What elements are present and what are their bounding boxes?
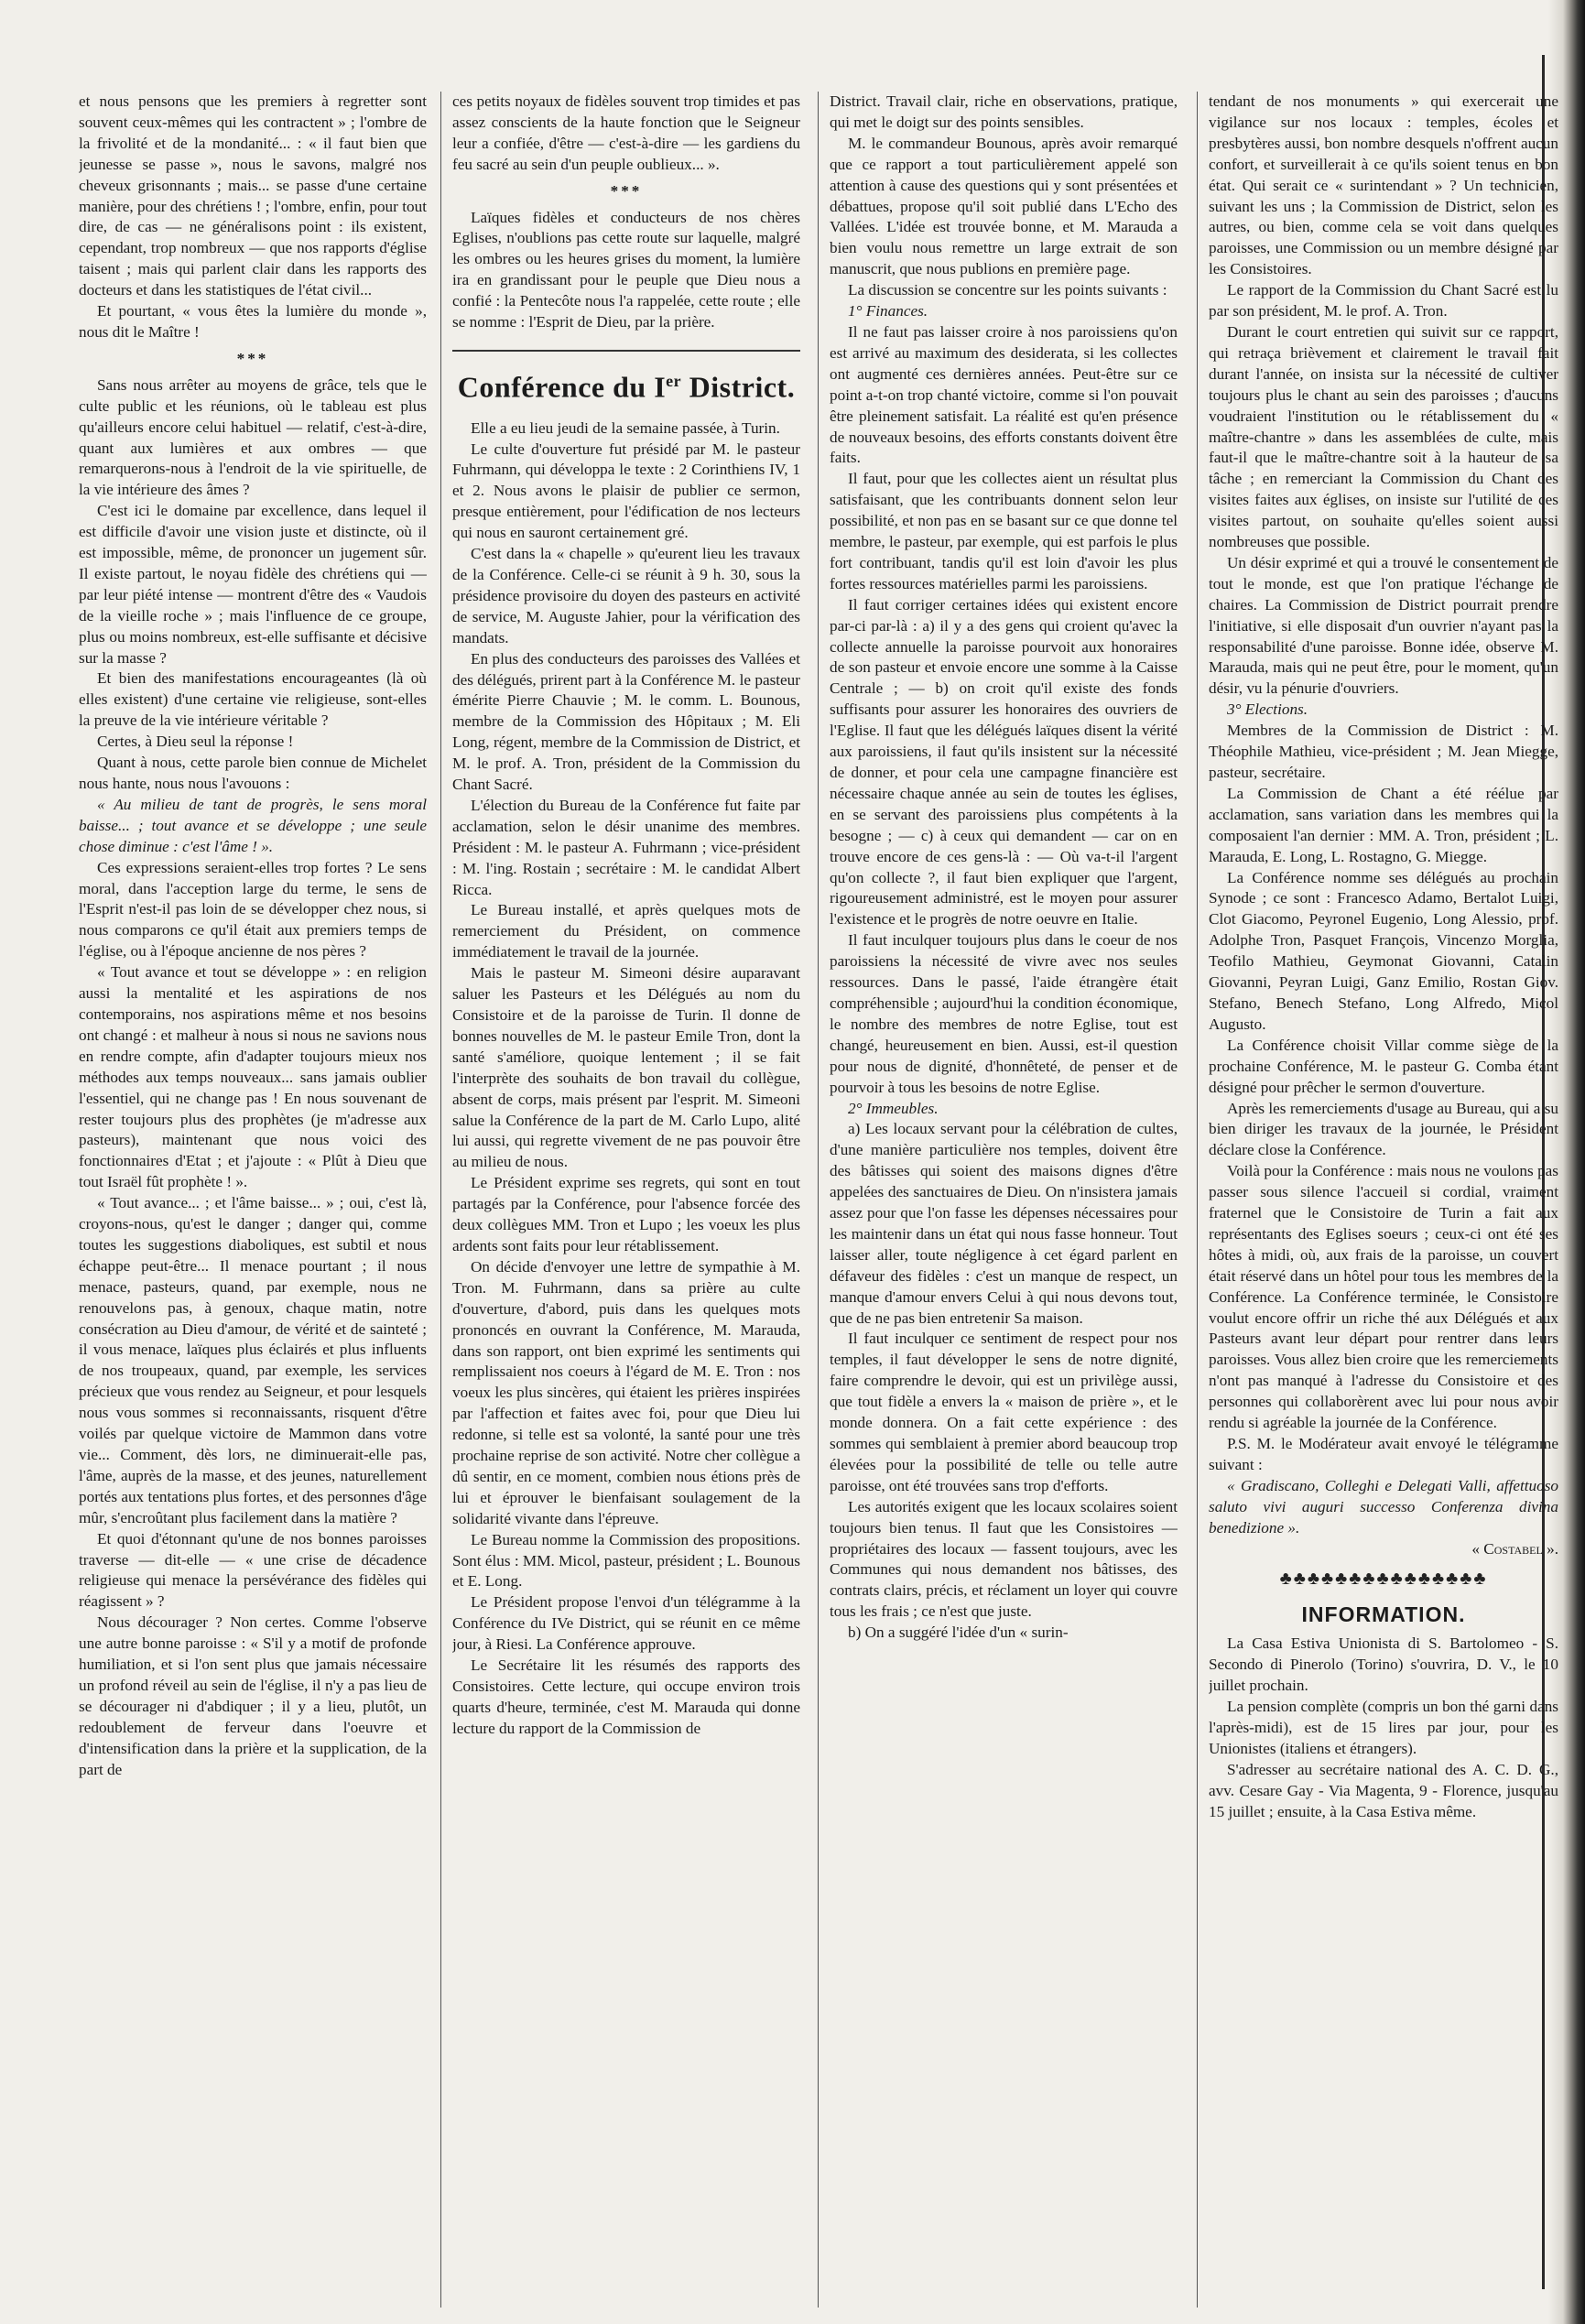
paragraph: Il faut inculquer toujours plus dans le coeur de nos paroissiens la nécessité de vivre avec nos seules ressources. Dans le passé, l'aide étrangère était compréhensible ; aujourd'hui la condition économique, le nombre des membres de notre Eglise, tout est changé, heureusement en bien. Aussi, est-il question pour nous de dignité, d'honnêteté, de penser et de pourvoir à tous les besoins de notre Eglise. <box>830 931 1178 1096</box>
column-rule-3 <box>1197 92 1198 2308</box>
paragraph: Il faut inculquer ce sentiment de respect pour nos temples, il faut développer le sens de notre dignité, faire comprendre le devoir, qui est un privilège aussi, que tout fidèle a envers la « maison de prière », et le monde donnera. On a fait cette expérience : des sommes qui semblaient à premier abord beaucoup trop élevées pour la possibilité de telle ou telle autre paroisse, ont été trouvées sans trop d'efforts. <box>830 1330 1178 1494</box>
paragraph: b) On a suggéré l'idée d'un « surin- <box>848 1624 1069 1642</box>
paragraph: La Conférence choisit Villar comme siège de la prochaine Conférence, M. le pasteur G. Comba étant désigné pour prêcher le sermon d'ouverture. <box>1209 1036 1558 1096</box>
subheading: 1° Finances. <box>848 302 928 320</box>
paragraph: La discussion se concentre sur les points suivants : <box>848 281 1167 299</box>
paragraph: Le Président exprime ses regrets, qui sont en tout partagés par la Conférence, pour l'absence forcée des deux collègues MM. Tron et Lupo ; les voeux les plus ardents sont faits pour leur rétablissement. <box>452 1174 800 1254</box>
paragraph: Voilà pour la Conférence : mais nous ne voulons pas passer sous silence l'accueil si cordial, vraiment fraternel que le Consistoire de Turin a fait aux représentants des Eglises soeurs ; ceux-ci ont été ses hôtes à midi, où, aux frais de la paroisse, un couvert était réservé dans un hôtel pour tous les membres de la Conférence. La Conférence terminée, le Consistoire voulut encore offrir un riche thé aux Délégués et aux Pasteurs avant leur départ pour rentrer dans leurs paroisses. Vous allez bien croire que les remerciements n'ont pas manqué à l'adresse du Consistoire et des personnes qui collaborèrent avec lui pour nous avoir rendu si agréable la journée de la Conférence. <box>1209 1162 1558 1432</box>
paragraph: tendant de nos monuments » qui exercerait une vigilance sur nos locaux : temples, écoles et presbytères aussi, bon nombre desquels n'offrent aucun confort, et surveillerait à ce qu'ils soient tenus en bon état. Qui serait ce « surintendant » ? Un technicien, suivant les uns ; la Commission de District, selon les autres, ou bien, comme cela se voit dans quelques paroisses, une Commission ou un membre désigné par les Consistoires. <box>1209 92 1558 278</box>
paragraph: « Tout avance... ; et l'âme baisse... » ; oui, c'est là, croyons-nous, qu'est le danger ; danger qui, comme toutes les suggestions diaboliques, est subtil et nous échappe peut-être... Il menace pourtant ; il nous menace, pasteurs, quand, par exemple, nous ne renouvelons pas, à genoux, chaque matin, notre consécration au Dieu d'amour, de vérité et de sainteté ; il vous menace, laïques plus éclairés et plus influents de nos troupeaux, quand, par exemple, les services précieux que vous rendez au Seigneur, et pour lesquels nous vous sommes si reconnaissants, risquent d'être voilés par quelque victoire de Mammon dans votre vie... Comment, dès lors, ne diminuerait-elle pas, l'âme, auprès de la masse, et des jeunes, naturellement portés aux tentations plus fortes, et des personnes d'âge mûr, s'encroûtant plus facilement dans la matière ? <box>79 1194 427 1526</box>
paragraph: Elle a eu lieu jeudi de la semaine passée, à Turin. <box>471 418 780 437</box>
paragraph: ces petits noyaux de fidèles souvent trop timides et pas assez conscients de la haute fonction que le Seigneur leur a confiée, d'être — c'est-à-dire — les gardiens du feu sacré au sein d'un peuple oublieux... ». <box>452 92 800 173</box>
paragraph: L'élection du Bureau de la Conférence fut faite par acclamation, selon le désir unanime des membres. Président : M. le pasteur A. Fuhrmann ; vice-président : M. l'ing. Rostain ; secrétaire : M. le candidat Albert Ricca. <box>452 796 800 898</box>
signature: « Costabel ». <box>1471 1539 1558 1558</box>
ornament-divider: ♣♣♣♣♣♣♣♣♣♣♣♣♣♣♣ <box>1279 1569 1488 1590</box>
article-title <box>452 350 800 406</box>
column-3 <box>830 92 1178 2317</box>
article-title-text: Conférence du I <box>457 370 667 404</box>
paragraph: Le culte d'ouverture fut présidé par M. le pasteur Fuhrmann, qui développa le texte : 2 Corinthiens IV, 1 et 2. Nous avons le plaisir de publier ce sermon, presque entièrement, pour l'édification de nos lecteurs qui nous en sauront certainement gré. <box>452 440 800 542</box>
column-1 <box>79 92 427 2317</box>
paragraph: Il faut, pour que les collectes aient un résultat plus satisfaisant, que les contribuants donnent selon leur possibilité, et non pas en se basant sur ce que donne tel membre, le pasteur, par exemple, qui est parfois le plus fort contribuant, tandis qu'il est loin d'avoir les plus fortes ressources matérielles parmi les paroissiens. <box>830 470 1178 592</box>
paragraph: et nous pensons que les premiers à regretter sont souvent ceux-mêmes qui les contractent » ; l'ombre de la frivolité et de la mondanité... : « il faut bien que jeunesse se passe », nous le savons, malgré nos cheveux grisonnants ; mais... se passe d'une certaine manière, pour des chrétiens ! ; l'ombre, enfin, pour tout dire, de cas — ne généralisons point : ils existent, cependant, trop nombreux — que nos rapports d'église taisent ; mais qui parlent clair dans les rapports des docteurs et dans les statistiques de l'état civil... <box>79 92 427 299</box>
article-title-end: District. <box>681 370 796 404</box>
column-4 <box>1209 92 1558 2317</box>
paragraph: Après les remerciements d'usage au Bureau, qui a su bien diriger les travaux de la journée, le Président déclare close la Conférence. <box>1209 1099 1558 1159</box>
paragraph: « Tout avance et tout se développe » : en religion aussi la mentalité et les aspirations de nos contemporains, nos aspirations même et nos besoins ont changé : et malheur à nous si nous ne savions nous en rendre compte, afin d'adapter toujours mieux nos méthodes aux temps nouveaux... sans jamais oublier l'essentiel, qui ne change pas ! En nous souvenant de rester toujours plus des prophètes (je m'adresse aux pasteurs), maintenant que nous voici des fonctionnaires d'Etat ; et j'ajoute : « Plût à Dieu que tout Israël fût prophète ! ». <box>79 963 427 1191</box>
paragraph: Nous décourager ? Non certes. Comme l'observe une autre bonne paroisse : « S'il y a motif de profonde humiliation, et si l'on sent plus que jamais nécessaire un profond réveil au sein de l'église, il n'y a pas lieu de se décourager ni d'abdiquer ; il y a lieu, plutôt, un redoublement de ferveur dans l'oeuvre et d'intensification dans la prière et la supplication, de la part de <box>79 1613 427 1778</box>
paragraph: District. Travail clair, riche en observations, pratique, qui met le doigt sur des points sensibles. <box>830 92 1178 131</box>
paragraph: Un désir exprimé et qui a trouvé le consentement de tout le monde, est que l'on pratique l'échange de chaires. La Commission de District pourrait prendre l'initiative, si elle disposait d'un ouvrier n'ayant pas la responsabilité d'une paroisse. Bonne idée, observe M. Marauda, mais qui ne peut être, pour le moment, qu'un désir, vu la pénurie d'ouvriers. <box>1209 553 1558 698</box>
paragraph: La pension complète (compris un bon thé garni dans l'après-midi), est de 15 lires par jour, pour les Unionistes (italiens et étrangers). <box>1209 1698 1558 1757</box>
paragraph: Quant à nous, cette parole bien connue de Michelet nous hante, nous nous l'avouons : <box>79 754 427 792</box>
paragraph: a) Les locaux servant pour la célébration de cultes, d'une manière particulière nos temples, doivent être des bâtisses qui soient des maisons dignes d'être appelées des sanctuaires de Dieu. On n'insistera jamais assez pour que l'on fasse les dépenses nécessaires pour les maintenir dans un état qui nous fasse honneur. Tout laisser aller, toute négligence à cet égard parlent en défaveur des fidèles : c'est un manque de respect, un manque d'amour envers Celui à qui nous devons tout, que de ne pas bien entretenir Sa maison. <box>830 1120 1178 1327</box>
paragraph: La Casa Estiva Unionista di S. Bartolomeo - S. Secondo di Pinerolo (Torino) s'ouvrira, D. V., le 10 juillet prochain. <box>1209 1634 1558 1695</box>
section-separator: *** <box>610 181 643 200</box>
paragraph: Et bien des manifestations encourageantes (là où elles existent) d'une certaine vie religieuse, sont-elles la preuve de la vie intérieure véritable ? <box>79 669 427 730</box>
paragraph: En plus des conducteurs des paroisses des Vallées et des délégués, prirent part à la Conférence M. le pasteur émérite Pierre Chauvie ; M. le comm. L. Bounous, membre de la Commission des Hôpitaux ; M. Eli Long, régent, membre de la Commission de District, et M. le prof. A. Tron, président de la Commission du Chant Sacré. <box>452 649 800 794</box>
paragraph: Il faut corriger certaines idées qui existent encore par-ci par-là : a) il y a des gens qui croient qu'avec la collecte annuelle la paroisse pourvoit aux honoraires de son pasteur et envoie encore une somme à la Caisse Centrale ; — b) on croit qu'il existe des fonds suffisants pour assurer les honoraires des ouvriers de l'Eglise. Il faut que les délégués laïques disent la vérité aux paroissiens, il faut qu'ils insistent sur la nécessité de donner, et pour cela une campagne financière est nécessaire chaque année au sein de toutes les églises, en se servant des paroissiens plus compétents à la besogne ; — c) à ceux qui demandent — car on en trouve encore de ces gens-là : — Où va-t-il l'argent qu'on collecte ?, il faut bien expliquer que l'argent, rigoureusement administré, est le moyen pour assurer l'existence et le progrès de notre oeuvre en Italie. <box>830 595 1178 929</box>
paragraph: Certes, à Dieu seul la réponse ! <box>97 733 294 751</box>
column-rule-2 <box>818 92 819 2308</box>
paragraph: Le Bureau installé, et après quelques mots de remerciement du Président, on commence immédiatement le travail de la journée. <box>452 901 800 961</box>
paragraph: Et pourtant, « vous êtes la lumière du monde », nous dit le Maître ! <box>79 302 427 341</box>
subheading: 3° Elections. <box>1227 700 1308 719</box>
paragraph: C'est ici le domaine par excellence, dans lequel il est difficile d'avoir une vision juste et distincte, où il est impossible, même, de prononcer un jugement sûr. Il existe partout, le noyau fidèle des chrétiens qui — par leur piété intense — montrent d'être des « Vaudois de la vieille roche » ; mais l'influence de ce groupe, plus ou moins nombreux, est-elle suffisante et décisive sur la masse ? <box>79 502 427 667</box>
paragraph: Membres de la Commission de District : M. Théophile Mathieu, vice-président ; M. Jean Miegge, pasteur, secrétaire. <box>1209 722 1558 781</box>
information-heading: INFORMATION. <box>1301 1602 1466 1627</box>
paragraph: M. le commandeur Bounous, après avoir remarqué que ce rapport a tout particulièrement appelé son attention à cause des questions qui y sont présentées et débattues, propose qu'il soit publié dans L'Echo des Vallées. L'idée est trouvée bonne, et M. Marauda a bien voulu nous remettre un large extrait de son manuscrit, que nous publions en première page. <box>830 134 1178 278</box>
paragraph: Le rapport de la Commission du Chant Sacré est lu par son président, M. le prof. A. Tron. <box>1209 281 1558 320</box>
paragraph: Et quoi d'étonnant qu'une de nos bonnes paroisses traverse — dit-elle — « une crise de décadence religieuse qui menace la persévérance des fidèles qui réagissent » ? <box>79 1529 427 1611</box>
column-2 <box>452 92 800 2317</box>
paragraph: P.S. M. le Modérateur avait envoyé le télégramme suivant : <box>1209 1435 1558 1473</box>
paragraph: C'est dans la « chapelle » qu'eurent lieu les travaux de la Conférence. Celle-ci se réunit à 9 h. 30, sous la présidence provisoire du doyen des pasteurs en activité de service, M. Auguste Jahier, pour la vérification des mandats. <box>452 545 800 646</box>
paragraph: Mais le pasteur M. Simeoni désire auparavant saluer les Pasteurs et les Délégués au nom du Consistoire et de la paroisse de Turin. Il donne de bonnes nouvelles de M. le pasteur Emile Tron, dont la santé s'améliore, quoique lentement ; il se fait l'interprète des souhaits de bon travail du collègue, absent de corps, mais présent par l'esprit. M. Simeoni salue la Conférence de la part de M. Carlo Lupo, alité lui aussi, qui regrette vivement de ne pas pouvoir être au milieu de nous. <box>452 964 800 1171</box>
paragraph: Ces expressions seraient-elles trop fortes ? Le sens moral, dans l'acception large du terme, le sens de l'Esprit n'est-il pas loin de se développer chez nous, si nous comparons ce qu'il était aux premiers temps de l'église, ou à l'époque ancienne de nos pères ? <box>79 858 427 961</box>
column-rule-1 <box>440 92 441 2308</box>
subheading: 2° Immeubles. <box>848 1099 939 1117</box>
paragraph: Les autorités exigent que les locaux scolaires soient toujours bien tenus. Il faut que les Consistoires — propriétaires des locaux — fassent toujours, avec les Communes qui nous demandent nos bâtisses, des contrats clairs, précis, et réclament un loyer qui couvre tous les frais ; ce n'est que juste. <box>830 1497 1178 1621</box>
paragraph: Le Président propose l'envoi d'un télégramme à la Conférence du IVe District, qui se réunit en ce même jour, à Riesi. La Conférence approuve. <box>452 1593 800 1654</box>
paragraph: Le Bureau nomme la Commission des propositions. Sont élus : MM. Micol, pasteur, président ; L. Bounous et E. Long. <box>452 1530 800 1591</box>
paragraph: La Conférence nomme ses délégués au prochain Synode ; ce sont : Francesco Adamo, Bertalot Luigi, Clot Giacomo, Peyronel Eugenio, Long Alessio, prof. Adolphe Tron, Pasquet François, Vincenzo Morglia, Teofilo Mathieu, Geymonat Giovanni, Catalin Giovanni, Peyran Luigi, Ganz Emilio, Rostan Giov. Stefano, Benech Stefano, Long Alfredo, Micol Augusto. <box>1209 868 1558 1033</box>
paragraph: Le Secrétaire lit les résumés des rapports des Consistoires. Cette lecture, qui occupe environ trois quarts d'heure, terminée, c'est M. Marauda qui donne lecture du rapport de la Commission de <box>452 1656 800 1737</box>
quotation: « Au milieu de tant de progrès, le sens moral baisse... ; tout avance et se développe ; une seule chose diminue : c'est l'âme ! ». <box>79 795 427 855</box>
paragraph: Il ne faut pas laisser croire à nos paroissiens qu'on est arrivé au maximum des desiderata, si les collectes ont augmenté ces dernières années. Peut-être sur ce point a-t-on trop chanté victoire, comme si l'on pouvait être pleinement satisfait. La réalité est qu'en présence de nouveaux besoins, des efforts constants doivent être faits. <box>830 322 1178 467</box>
paragraph: S'adresser au secrétaire national des A. C. D. G., avv. Cesare Gay - Via Magenta, 9 - Florence, jusqu'au 15 juillet ; ensuite, à la Casa Estiva même. <box>1209 1760 1558 1820</box>
section-separator: *** <box>236 349 269 367</box>
paragraph: On décide d'envoyer une lettre de sympathie à M. Tron. M. Fuhrmann, dans sa prière au culte d'ouverture, d'abord, puis dans les quelques mots prononcés en ouvrant la Conférence, M. Marauda, dans son rapport, ont bien exprimé les sentiments qui remplissaient nos coeurs à l'égard de M. E. Tron : nos voeux les plus sincères, qui étaient les prières inspirées par l'affection et faites avec foi, pour que Dieu lui redonne, si telle est sa volonté, la santé pour une très prochaine reprise de son activité. Notre cher collègue a dû sentir, en ce moment, combien nous étions près de lui et éprouver le bienfaisant soulagement de la solidarité vivante dans l'épreuve. <box>452 1257 800 1527</box>
paragraph: La Commission de Chant a été réélue par acclamation, sans variation dans les membres qui la composaient l'an dernier : MM. A. Tron, président ; L. Marauda, E. Long, L. Rostagno, G. Miegge. <box>1209 784 1558 865</box>
paragraph: Sans nous arrêter au moyens de grâce, tels que le culte public et les réunions, où le tableau est plus qu'ailleurs encore celui habituel — relatif, c'est-à-dire, quant aux lumières et aux ombres — que remarquerons-nous à l'endroit de la vie spirituelle, de la vie intérieure des âmes ? <box>79 375 427 499</box>
article-title-sup: er <box>666 371 682 390</box>
paragraph: Durant le court entretien qui suivit sur ce rapport, qui retraça brièvement et clairement le travail fait durant l'année, on insista sur la nécessité de cultiver toujours plus le chant au sein des paroisses ; d'aucuns voudraient l'institution ou le rétablissement du « maître-chantre » dans les assemblées de culte, mais faut-il que le maître-chantre soit à la hauteur de sa tâche ; en remerciant la Commission du Chant des visites faites aux églises, on insiste sur l'utilité de ces visites partout, on souhaite qu'elles soient aussi nombreuses que possible. <box>1209 322 1558 551</box>
paragraph: Laïques fidèles et conducteurs de nos chères Eglises, n'oublions pas cette route sur laquelle, malgré les ombres ou les heures grises du moment, la lumière ira en grandissant pour le peuple que Dieu nous a confié : la Pentecôte nous l'a rappelée, cette route ; elle se nomme : l'Esprit de Dieu, par la prière. <box>452 208 800 331</box>
telegram-text: « Gradiscano, Colleghi e Delegati Valli, affettuoso saluto vivi auguri successo Conferenza divina benedizione ». <box>1209 1476 1558 1537</box>
